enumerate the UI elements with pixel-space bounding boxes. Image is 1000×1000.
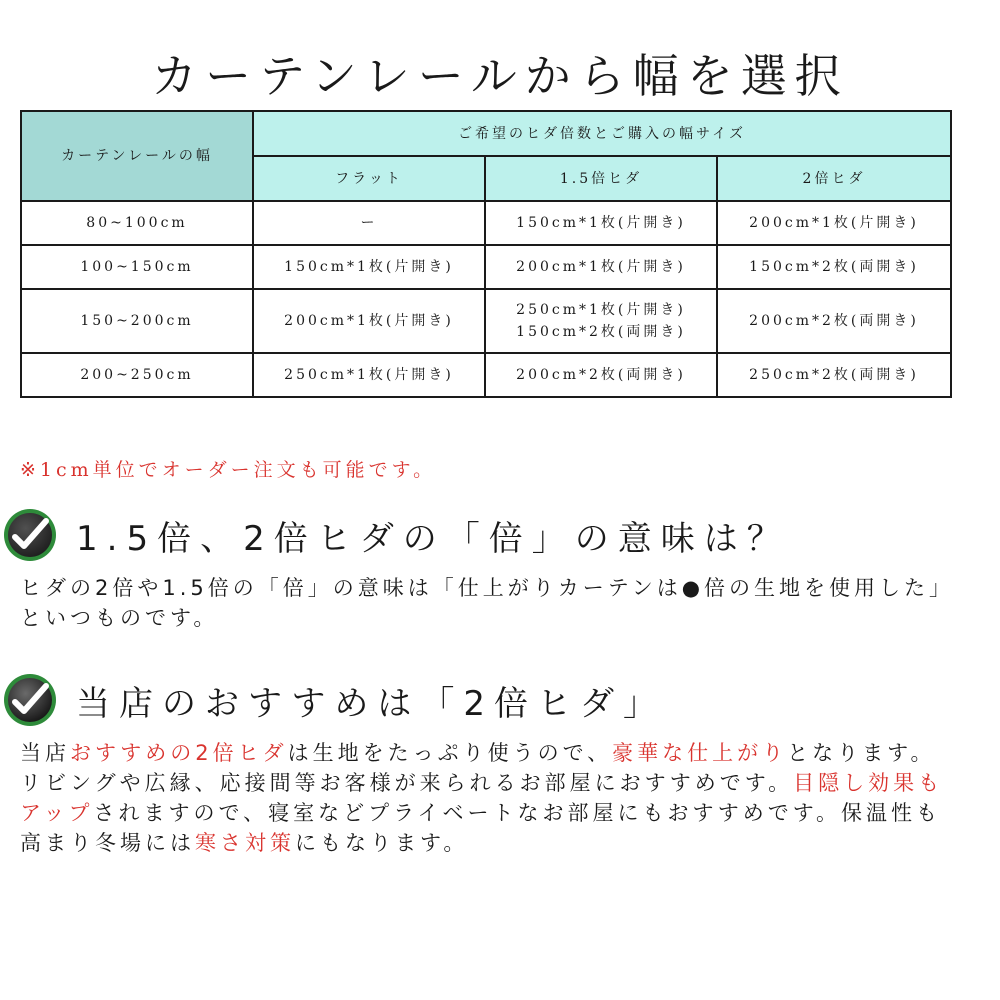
check-circle-icon [2,507,58,563]
cell-line: 150cm*2枚(両開き) [516,324,686,340]
table-row [21,353,951,397]
pleat2-cell: 200cm*1枚(片開き) [717,201,951,245]
cell-line: 250cm*1枚(片開き) [516,302,686,318]
highlight-text: おすすめの2倍ヒダ [70,741,288,765]
page-title: カーテンレールから幅を選択 [151,49,849,103]
body-text: となります。リビングや広縁、応接間等お客様が来られるお部屋におすすめです。 [20,741,936,795]
section1-heading-row [0,505,790,565]
highlight-text: 豪華な仕上がり [612,741,788,765]
flat-cell: 250cm*1枚(片開き) [253,353,485,397]
section2-body [20,738,960,858]
check-circle-icon [2,672,58,728]
body-text: されますので、寝室などプライベートなお部屋にもおすすめです。保温性も高まり冬場には [20,801,942,855]
width-cell: 150~200cm [21,289,253,353]
flat-cell: ー [253,201,485,245]
pleat2-cell: 150cm*2枚(両開き) [717,245,951,289]
section1-body: ヒダの2倍や1.5倍の「倍」の意味は「仕上がりカーテンは●倍の生地を使用した」といつものです。 [20,576,955,630]
highlight-text: 寒さ対策 [195,831,295,855]
pleat2-cell: 250cm*2枚(両開き) [717,353,951,397]
flat-cell: 150cm*1枚(片開き) [253,245,485,289]
order-notice: ※1cm単位でオーダー注文も可能です。 [20,459,437,481]
section2-heading: 当店のおすすめは「2倍ヒダ」 [76,683,666,724]
body-text: は生地をたっぷり使うので、 [287,741,613,765]
table-header-row [21,111,951,156]
section1-heading: 1.5倍、2倍ヒダの「倍」の意味は？ [76,518,790,559]
flat-cell: 200cm*1枚(片開き) [253,289,485,353]
pleat15-cell [485,245,717,289]
group-header-cell: ご希望のヒダ倍数とご購入の幅サイズ [253,111,951,156]
size-table [20,110,952,398]
width-cell: 100~150cm [21,245,253,289]
pleat2-cell: 200cm*2枚(両開き) [717,289,951,353]
pleat15-cell [485,353,717,397]
body-text: にもなります。 [295,831,469,855]
column-header-pleat15: 1.5倍ヒダ [485,156,717,201]
table-row [21,201,951,245]
cell-line: 200cm*1枚(片開き) [516,259,686,275]
highlight-text: 目隠し効果もアップ [20,771,944,825]
section2-heading-row [0,670,666,730]
table-row [21,245,951,289]
row-header-cell: カーテンレールの幅 [21,111,253,201]
column-header-pleat2: 2倍ヒダ [717,156,951,201]
table-row [21,289,951,353]
pleat15-cell [485,289,717,353]
column-header-flat: フラット [253,156,485,201]
cell-line: 150cm*1枚(片開き) [516,215,686,231]
width-cell: 80~100cm [21,201,253,245]
width-cell: 200~250cm [21,353,253,397]
pleat15-cell [485,201,717,245]
cell-line: 200cm*2枚(両開き) [516,367,686,383]
body-text: 当店 [20,741,70,765]
